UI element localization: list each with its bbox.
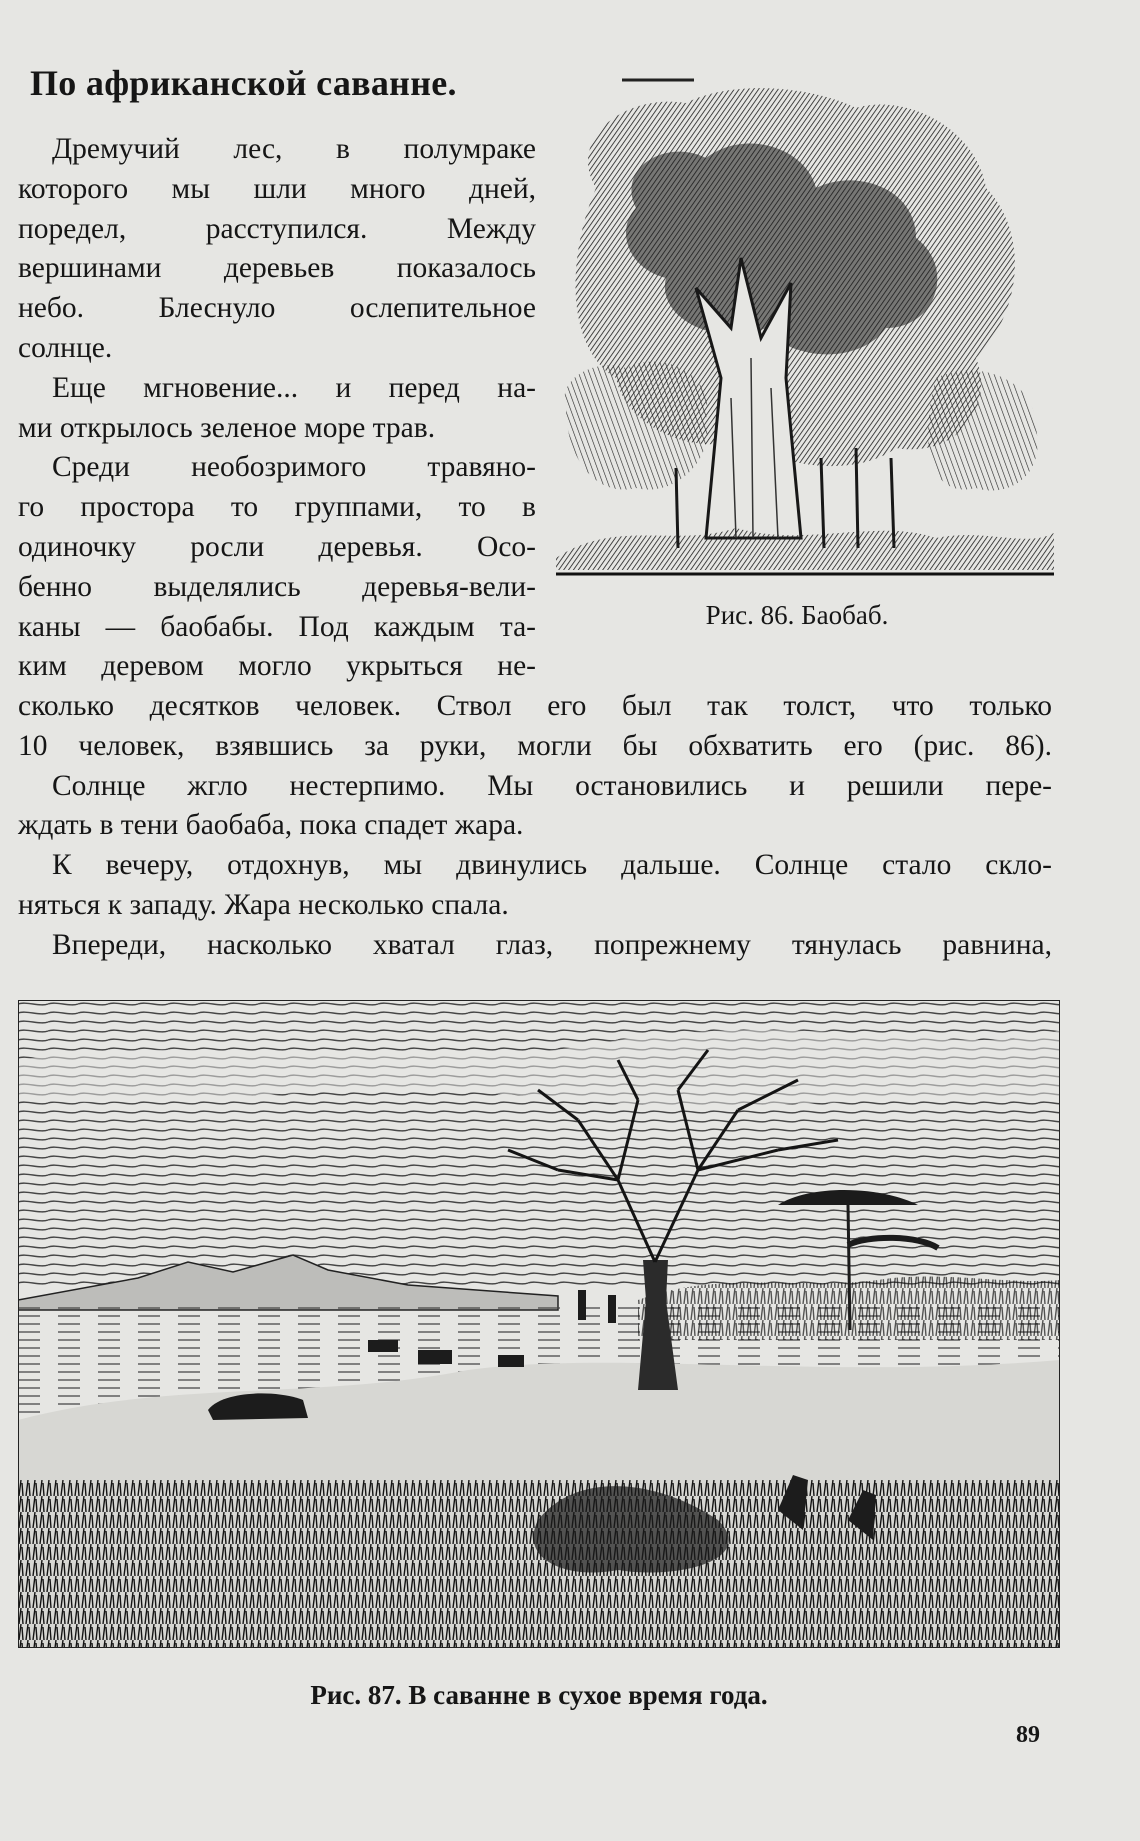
text-line: одиночку росли деревья. Осо- [18,530,536,563]
text-line: каны — баобабы. Под каждым та- [18,610,536,643]
text-line: солнце. [18,331,113,364]
text-line: ждать в тени баобаба, пока спадет жара. [18,809,524,842]
savanna-illustration [18,1000,1060,1648]
text-line: 10 человек, взявшись за руки, могли бы обхватить его (рис. 86). [18,729,1052,762]
figure-86-caption: Рис. 86. Баобаб. [705,600,889,630]
text-line: няться к западу. Жара несколько спала. [18,888,509,921]
figure-87-caption: Рис. 87. В саванне в сухое время года. [310,1680,768,1710]
text-line: вершинами деревьев показалось [18,252,536,285]
text-line: бенно выделялись деревья-вели- [18,570,536,603]
text-line: го простора то группами, то в [18,491,536,524]
text-line: Впереди, насколько хватал глаз, попрежнему тянулась равнина, [52,928,1052,961]
text-line: ми открылось зеленое море трав. [18,411,436,444]
text-line: Дремучий лес, в полумраке [52,133,536,165]
page-number: 89 [1016,1722,1040,1748]
text-line: К вечеру, отдохнув, мы двинулись дальше. Солнце стало скло- [52,849,1052,882]
text-line: которого мы шли много дней, [18,172,536,205]
section-heading: По африканской саванне. [30,63,457,103]
text-line: Солнце жгло нестерпимо. Мы остановились и решили пере- [52,769,1052,802]
baobab-illustration [556,78,1054,582]
text-line: сколько десятков человек. Ствол его был так толст, что только [18,690,1052,722]
text-line: Среди необозримого травяно- [52,451,536,484]
text-line: Еще мгновение... и перед на- [52,371,536,404]
text-block-wide [18,687,1052,966]
text-line: небо. Блеснуло ослепительное [18,292,536,325]
text-line: поредел, расступился. Между [18,212,536,245]
text-line: ким деревом могло укрыться не- [18,650,536,683]
text-column [18,130,536,687]
